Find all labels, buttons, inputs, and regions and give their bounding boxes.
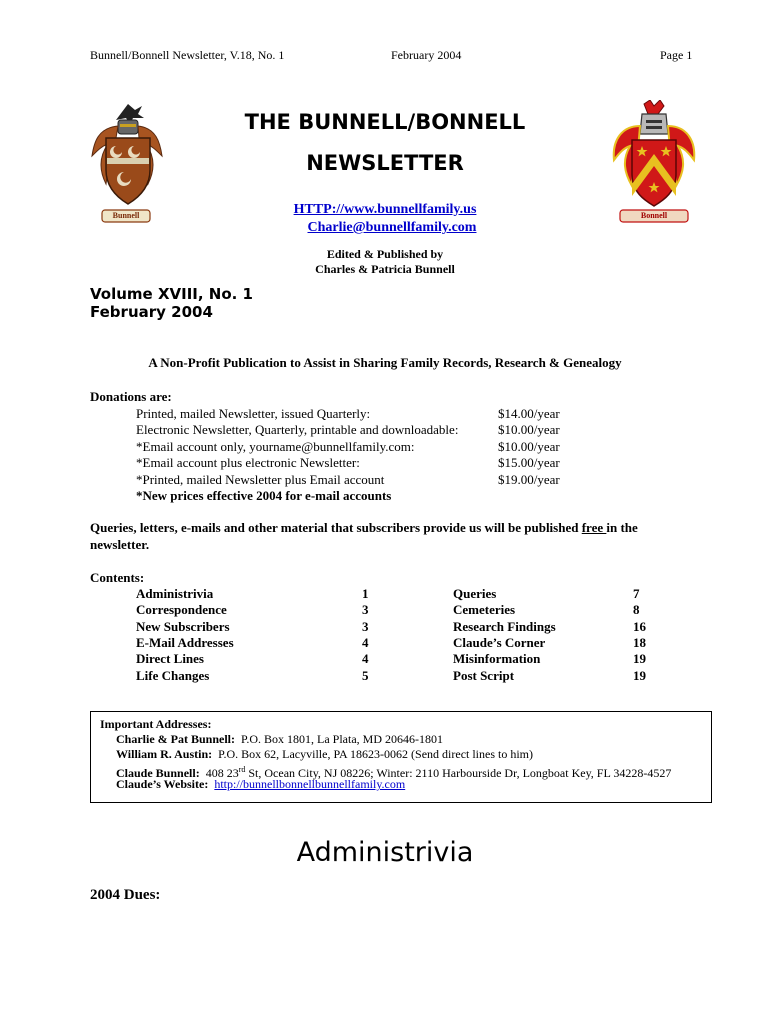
toc-entry-title: Post Script — [453, 668, 515, 683]
toc-entry-page: 8 — [633, 602, 640, 617]
toc-entry-page: 18 — [633, 635, 646, 650]
toc-entry-page: 1 — [362, 586, 369, 601]
dues-subheading: 2004 Dues: — [90, 887, 161, 903]
donation-label: Electronic Newsletter, Quarterly, printable and downloadable: — [136, 422, 459, 437]
queries-note-line2: newsletter. — [90, 537, 150, 552]
address-row: William R. Austin: P.O. Box 62, Lacyville, PA 18623-0062 (Send direct lines to him) — [116, 747, 534, 761]
toc-entry-title: Cemeteries — [453, 602, 516, 617]
toc-entry-title: Research Findings — [453, 619, 556, 634]
addresses-heading: Important Addresses: — [100, 717, 212, 731]
toc-entry-page: 3 — [362, 602, 369, 617]
important-addresses-box — [90, 711, 712, 803]
bunnell-crest-label: Bunnell — [112, 211, 140, 220]
donation-row — [136, 422, 576, 438]
address-row: Claude’s Website: http://bunnellbonnellbunnellfamily.com — [116, 777, 406, 791]
toc-entry-page: 4 — [362, 635, 369, 650]
toc-entry-page: 7 — [633, 586, 640, 601]
newsletter-title-line2: NEWSLETTER — [306, 151, 464, 175]
header-newsletter-id: Bunnell/Bonnell Newsletter, V.18, No. 1 — [90, 48, 285, 62]
volume-date: February 2004 — [90, 303, 213, 321]
donation-label: *Email account plus electronic Newsletter: — [136, 455, 360, 470]
address-row: Claude Bunnell: 408 23rd St, Ocean City, NJ 08226; Winter: 2110 Harbourside Dr, Longboat Key, FL 34228-4527 — [116, 765, 672, 780]
toc-entry-title: Administrivia — [136, 586, 214, 601]
toc-entry-page: 5 — [362, 668, 369, 683]
donation-price: $10.00/year — [498, 422, 560, 437]
toc-entry-title: E-Mail Addresses — [136, 635, 234, 650]
header-page-number: Page 1 — [660, 48, 693, 62]
donation-price: $14.00/year — [498, 406, 560, 421]
section-title-administrivia: Administrivia — [296, 837, 474, 868]
volume-number: Volume XVIII, No. 1 — [90, 285, 253, 303]
website-link[interactable]: HTTP://www.bunnellfamily.us — [293, 202, 477, 217]
toc-entry-title: Life Changes — [136, 668, 210, 683]
donation-price: $19.00/year — [498, 472, 560, 487]
toc-entry-page: 16 — [633, 619, 646, 634]
donation-label: *Printed, mailed Newsletter plus Email account — [136, 472, 385, 487]
email-link[interactable]: Charlie@bunnellfamily.com — [307, 220, 477, 235]
edited-by-line: Edited & Published by — [326, 247, 444, 261]
donation-row — [136, 439, 576, 455]
tagline: A Non-Profit Publication to Assist in Sharing Family Records, Research & Genealogy — [148, 355, 622, 370]
contents-heading: Contents: — [90, 570, 145, 585]
publishers-line: Charles & Patricia Bunnell — [315, 262, 455, 276]
donation-row — [136, 455, 576, 471]
donation-row — [136, 472, 576, 488]
claude-website-link[interactable]: http://bunnellbonnellbunnellfamily.com — [214, 777, 406, 791]
toc-entry-page: 19 — [633, 651, 646, 666]
toc-entry-page: 19 — [633, 668, 646, 683]
donation-price: $10.00/year — [498, 439, 560, 454]
donation-note: *New prices effective 2004 for e-mail accounts — [136, 488, 392, 503]
donation-label: Printed, mailed Newsletter, issued Quarterly: — [136, 406, 371, 421]
toc-entry-title: Direct Lines — [136, 651, 204, 666]
toc-entry-title: Queries — [453, 586, 497, 601]
toc-entry-title: New Subscribers — [136, 619, 230, 634]
toc-entry-title: Claude’s Corner — [453, 635, 546, 650]
bonnell-crest-label: Bonnell — [640, 211, 668, 220]
newsletter-title-line1: THE BUNNELL/BONNELL — [244, 110, 526, 134]
donations-heading: Donations are: — [90, 389, 172, 404]
address-row: Charlie & Pat Bunnell: P.O. Box 1801, La Plata, MD 20646-1801 — [116, 732, 443, 746]
donation-row — [136, 406, 576, 422]
donation-label: *Email account only, yourname@bunnellfamily.com: — [136, 439, 415, 454]
toc-entry-page: 4 — [362, 651, 369, 666]
toc-entry-page: 3 — [362, 619, 369, 634]
donation-price: $15.00/year — [498, 455, 560, 470]
queries-note: Queries, letters, e-mails and other material that subscribers provide us will be published free in the — [90, 520, 638, 535]
toc-entry-title: Correspondence — [136, 602, 227, 617]
toc-entry-title: Misinformation — [453, 651, 541, 666]
header-date: February 2004 — [391, 48, 462, 62]
